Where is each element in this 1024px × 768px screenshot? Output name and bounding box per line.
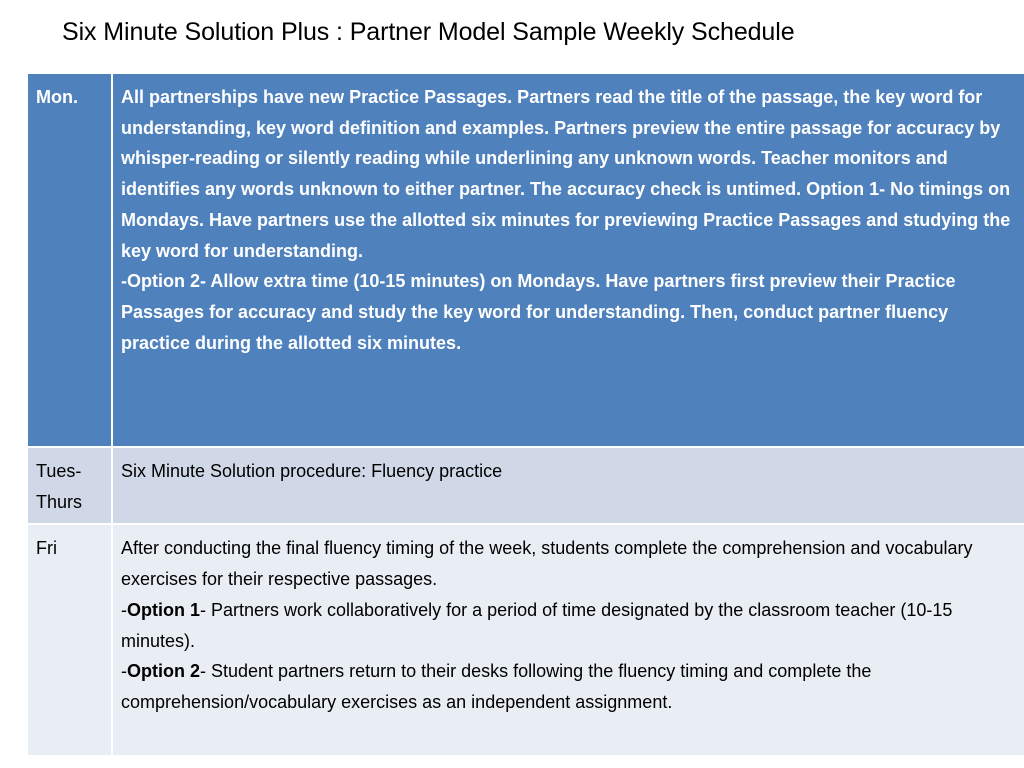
- friday-option-1: [121, 595, 1016, 656]
- table-row-friday: [27, 524, 1024, 756]
- weekly-schedule-table: [26, 72, 1024, 757]
- option-2-label: Option 2: [127, 661, 200, 682]
- option-1-text: - Partners work collaboratively for a period of time designated by the classroom teacher (10-15 minutes).: [121, 599, 953, 651]
- friday-intro: After conducting the final fluency timing of the week, students complete the comprehension and vocabulary exercises for their respective passages.: [121, 538, 973, 590]
- option-2-dash: -: [121, 661, 127, 682]
- table-row-tues-thurs: [27, 447, 1024, 524]
- option-2-text: - Student partners return to their desks following the fluency timing and complete the comprehension/vocabulary exercises as an independent assignment.: [121, 661, 872, 712]
- slide-title: Six Minute Solution Plus : Partner Model Sample Weekly Schedule: [62, 18, 795, 46]
- monday-paragraph-1: All partnerships have new Practice Passages. Partners read the title of the passage, the key word for understanding, key word definition and examples. Partners preview the entire passage for accuracy by whisper-reading or silently reading while underlining any unknown words. Teacher monitors and identifies any words unknown to either partner. The accuracy check is untimed. Option 1- No timings on Mondays. Have partners use the allotted six minutes for previewing Practice Passages and studying the key word for understanding.: [121, 87, 1011, 261]
- friday-option-2: [121, 656, 1016, 717]
- day-cell-tues-thurs: Tues-Thurs: [27, 447, 112, 524]
- table-row-monday: [27, 73, 1024, 447]
- tues-thurs-paragraph: Six Minute Solution procedure: Fluency practice: [121, 461, 503, 481]
- option-1-dash: -: [121, 599, 127, 620]
- option-1-label: Option 1: [127, 599, 200, 620]
- activity-cell-monday: [112, 73, 1024, 447]
- day-cell-monday: Mon.: [27, 73, 112, 447]
- monday-paragraph-2: -Option 2- Allow extra time (10-15 minutes) on Mondays. Have partners first preview their Practice Passages for accuracy and study the key word for understanding. Then, conduct partner fluency practice during the allotted six minutes.: [121, 271, 956, 353]
- activity-cell-tues-thurs: [112, 447, 1024, 524]
- activity-cell-friday: [112, 524, 1024, 756]
- day-cell-friday: Fri: [27, 524, 112, 756]
